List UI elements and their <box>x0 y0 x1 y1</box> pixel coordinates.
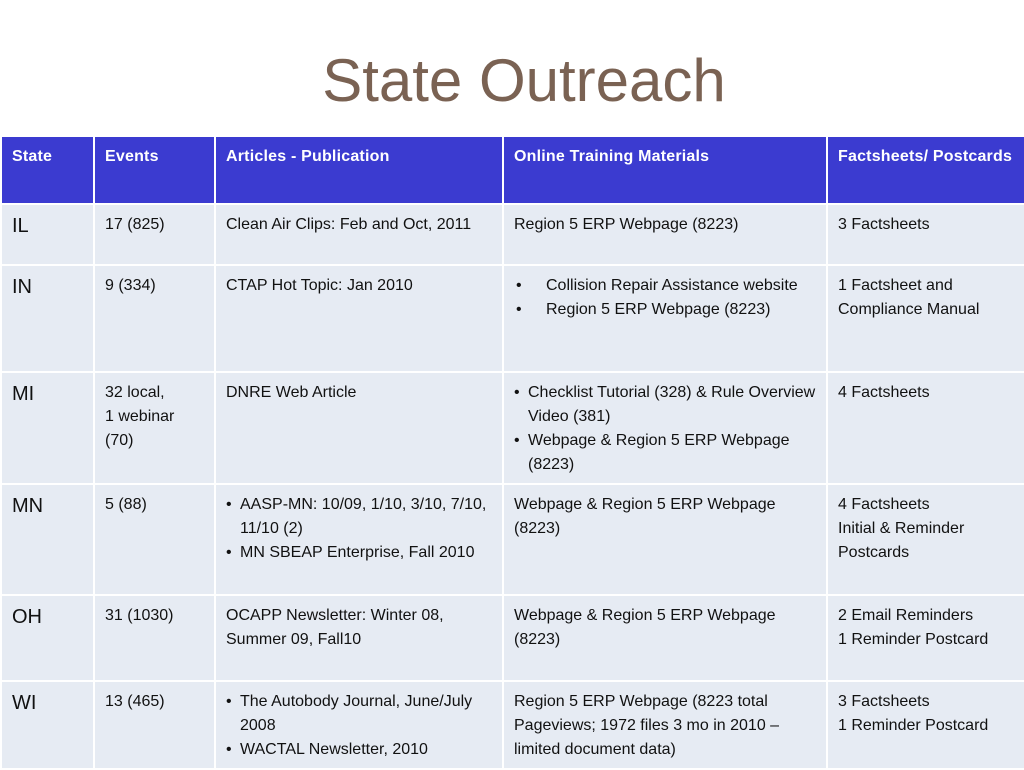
factsheets-line: 4 Factsheets <box>838 496 930 513</box>
table-row <box>1 204 1024 265</box>
outreach-table <box>0 135 1024 770</box>
factsheets-cell: 3 Factsheets <box>827 204 1024 265</box>
state-cell: MI <box>1 372 94 484</box>
list-item: • The Autobody Journal, June/July 2008 <box>226 690 494 738</box>
table-row <box>1 372 1024 484</box>
factsheets-cell <box>827 595 1024 681</box>
list-item: • WACTAL Newsletter, 2010 <box>226 738 494 762</box>
factsheets-cell: 4 Factsheets <box>827 372 1024 484</box>
state-cell: IN <box>1 265 94 372</box>
factsheets-line: 3 Factsheets <box>838 693 930 710</box>
articles-cell <box>215 681 503 769</box>
articles-cell: Clean Air Clips: Feb and Oct, 2011 <box>215 204 503 265</box>
articles-cell: OCAPP Newsletter: Winter 08, Summer 09, Fall10 <box>215 595 503 681</box>
list-item: • Checklist Tutorial (328) & Rule Overview Video (381) <box>514 381 818 429</box>
events-line: 32 local, <box>105 384 165 401</box>
table-row <box>1 265 1024 372</box>
table-header-row <box>1 136 1024 204</box>
col-header-events: Events <box>94 136 215 204</box>
training-cell: Webpage & Region 5 ERP Webpage (8223) <box>503 595 827 681</box>
table-row <box>1 681 1024 769</box>
factsheets-line: 2 Email Reminders <box>838 607 974 624</box>
training-cell: Webpage & Region 5 ERP Webpage (8223) <box>503 484 827 595</box>
events-cell <box>94 372 215 484</box>
articles-cell: DNRE Web Article <box>215 372 503 484</box>
events-cell: 5 (88) <box>94 484 215 595</box>
state-cell: MN <box>1 484 94 595</box>
col-header-state: State <box>1 136 94 204</box>
list-item: • Collision Repair Assistance website <box>514 274 818 298</box>
table-row <box>1 595 1024 681</box>
factsheets-cell <box>827 681 1024 769</box>
slide-title: State Outreach <box>322 47 726 114</box>
col-header-training: Online Training Materials <box>503 136 827 204</box>
state-cell: WI <box>1 681 94 769</box>
list-item: • Region 5 ERP Webpage (8223) <box>514 298 818 322</box>
factsheets-line: 1 Reminder Postcard <box>838 631 989 648</box>
events-line: (70) <box>105 432 134 449</box>
training-cell: Region 5 ERP Webpage (8223 total Pageviews; 1972 files 3 mo in 2010 – limited document data) <box>503 681 827 769</box>
state-cell: OH <box>1 595 94 681</box>
state-cell: IL <box>1 204 94 265</box>
col-header-articles: Articles - Publication <box>215 136 503 204</box>
factsheets-cell: 1 Factsheet and Compliance Manual <box>827 265 1024 372</box>
col-header-factsheets: Factsheets/ Postcards <box>827 136 1024 204</box>
training-cell <box>503 372 827 484</box>
factsheets-cell <box>827 484 1024 595</box>
training-cell: Region 5 ERP Webpage (8223) <box>503 204 827 265</box>
events-cell: 17 (825) <box>94 204 215 265</box>
articles-cell <box>215 484 503 595</box>
events-cell: 13 (465) <box>94 681 215 769</box>
table-row <box>1 484 1024 595</box>
events-cell: 31 (1030) <box>94 595 215 681</box>
list-item: • Webpage & Region 5 ERP Webpage (8223) <box>514 429 818 477</box>
events-line: 1 webinar <box>105 408 175 425</box>
articles-cell: CTAP Hot Topic: Jan 2010 <box>215 265 503 372</box>
events-cell: 9 (334) <box>94 265 215 372</box>
list-item: • AASP-MN: 10/09, 1/10, 3/10, 7/10, 11/10 (2) <box>226 493 494 541</box>
factsheets-line: 1 Reminder Postcard <box>838 717 989 734</box>
list-item: • MN SBEAP Enterprise, Fall 2010 <box>226 541 494 565</box>
training-cell <box>503 265 827 372</box>
factsheets-line: Initial & Reminder Postcards <box>838 520 965 561</box>
